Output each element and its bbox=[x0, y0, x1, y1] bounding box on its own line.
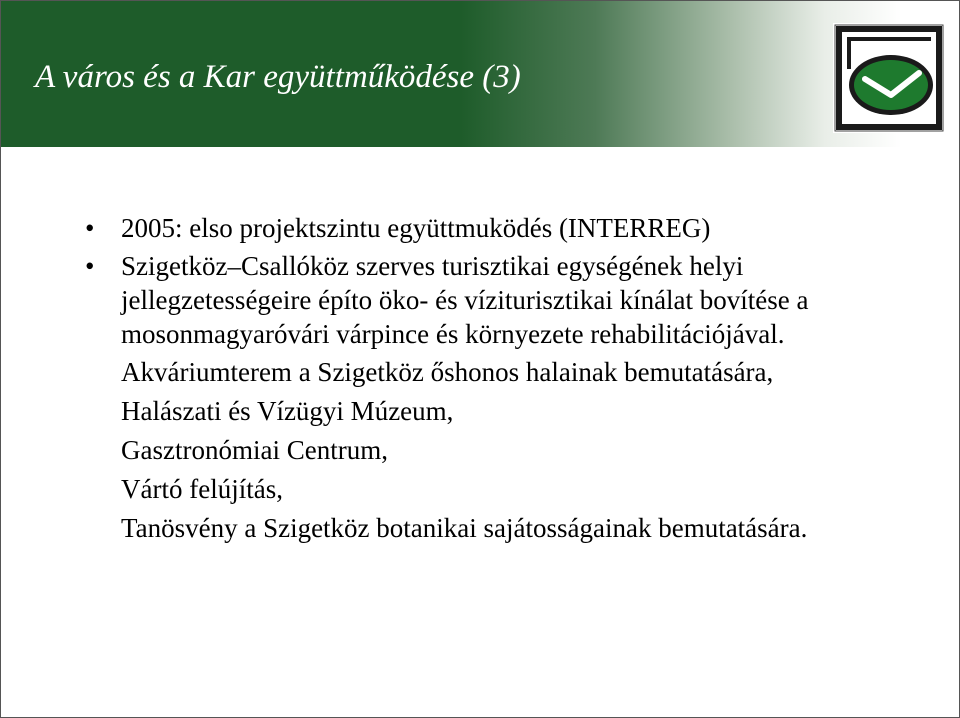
bullet-item bbox=[85, 249, 925, 351]
sub-item: Halászati és Vízügyi Múzeum, bbox=[121, 396, 454, 426]
sub-item: Vártó felújítás, bbox=[121, 474, 283, 504]
sub-item: Tanösvény a Szigetköz botanikai sajátosságainak bemutatására. bbox=[121, 513, 808, 543]
sub-item: Gasztronómiai Centrum, bbox=[121, 435, 388, 465]
bullet-marker: • bbox=[85, 213, 95, 243]
sub-item: Akváriumterem a Szigetköz őshonos halainak bemutatására, bbox=[121, 357, 774, 387]
faculty-logo-icon bbox=[833, 23, 945, 133]
bullet-text: 2005: elso projektszintu együttmuködés (INTERREG) bbox=[121, 213, 711, 243]
bullet-marker: • bbox=[85, 251, 95, 281]
sub-item-list bbox=[85, 355, 925, 545]
bullet-text: Szigetköz–Csallóköz szerves turisztikai egységének helyi jellegzetességeire építo öko- és víziturisztikai kínálat bovítése a mosonmagyaróvári várpince és környezete rehabilitációjával. bbox=[121, 251, 809, 349]
slide-content bbox=[85, 211, 925, 545]
slide-title: A város és a Kar együttműködése (3) bbox=[35, 59, 521, 95]
bullet-item bbox=[85, 211, 925, 245]
title-bar bbox=[1, 1, 959, 147]
